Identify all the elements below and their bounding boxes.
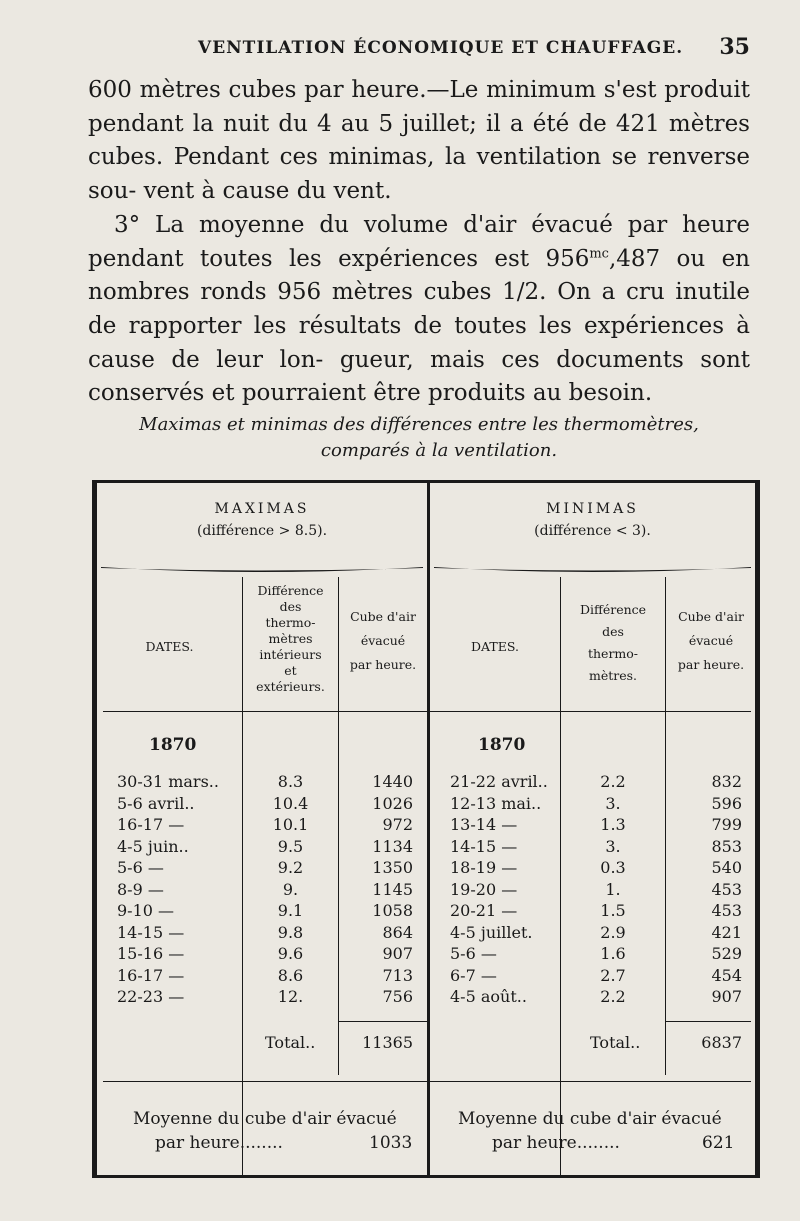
cell-cube: 799 (711, 815, 742, 834)
table-row (430, 943, 756, 964)
minimas-section (430, 483, 755, 1175)
cell-cube: 907 (382, 944, 413, 963)
cell-cube: 1058 (372, 901, 413, 920)
total-label: Total.. (265, 1033, 316, 1052)
total-rule (666, 1021, 751, 1022)
header-word: mètres. (588, 668, 638, 683)
cell-date: 4-5 juillet. (450, 922, 533, 942)
table-row (97, 965, 427, 986)
table-row (430, 857, 756, 878)
cell-cube: 907 (711, 987, 742, 1006)
header-word: extérieurs. (256, 679, 325, 694)
cell-cube: 972 (382, 815, 413, 834)
header-word: thermo- (265, 615, 316, 630)
table-row (97, 836, 427, 857)
table-row (430, 922, 756, 943)
cell-cube: 864 (382, 922, 413, 942)
cell-difference: 10.4 (272, 793, 309, 813)
unit-superscript: mc (589, 245, 609, 261)
cell-cube: 529 (711, 944, 742, 963)
cell-date: 18-19 — (450, 858, 518, 877)
running-title: VENTILATION ÉCONOMIQUE ET CHAUFFAGE. (198, 38, 684, 58)
header-word: intérieurs (259, 647, 322, 662)
average-label-line2: par heure........ (155, 1133, 283, 1153)
cell-date: 5-6 avril.. (117, 793, 195, 813)
cell-difference: 8.3 (277, 772, 304, 791)
cell-difference: 1.5 (600, 901, 626, 920)
cell-date: 13-14 — (450, 815, 518, 834)
cell-date: 16-17 — (117, 815, 185, 834)
total-value: 6837 (701, 1033, 742, 1052)
col-header-diff (243, 583, 338, 695)
cell-difference: 1. (605, 879, 621, 899)
cell-date: 30-31 mars.. (117, 772, 219, 791)
caption-line-2: comparés à la ventilation. (320, 440, 558, 461)
avg-rule (430, 1081, 751, 1082)
cell-cube: 1440 (372, 772, 413, 791)
header-word: par heure. (677, 657, 745, 672)
cell-difference: 9.2 (277, 858, 304, 877)
cell-date: 20-21 — (450, 901, 518, 920)
header-word: et (284, 663, 297, 678)
cell-date: 21-22 avril.. (450, 772, 548, 791)
maximas-title: MAXIMAS (214, 501, 310, 517)
col-header-diff (561, 599, 665, 687)
avg-rule (103, 1081, 427, 1082)
cell-cube: 1350 (372, 858, 413, 877)
cell-date: 4-5 août.. (450, 987, 527, 1006)
average-value: 621 (702, 1133, 735, 1153)
total-value: 11365 (362, 1033, 413, 1052)
table-row (97, 986, 427, 1007)
cell-difference: 1.3 (600, 815, 626, 834)
cell-cube: 1134 (372, 836, 413, 856)
cell-difference: 2.7 (600, 965, 626, 985)
cell-cube: 1145 (372, 879, 413, 899)
average-label-line1: Moyenne du cube d'air évacué (458, 1109, 722, 1129)
maximas-subtitle: (différence > 8.5). (196, 523, 328, 539)
text-line: 3° La moyenne du volume d'air évacué par heure pendant (88, 211, 750, 272)
page-number: 35 (719, 34, 750, 60)
maximas-section (97, 483, 427, 1175)
year-label: 1870 (149, 735, 197, 755)
cell-date: 5-6 — (117, 858, 164, 877)
header-word: évacué (688, 633, 734, 648)
cell-difference: 1.6 (600, 944, 626, 963)
ornamental-rule (101, 565, 423, 575)
cell-difference: 10.1 (272, 815, 309, 834)
col-header-dates: DATES. (471, 639, 519, 654)
page-header (88, 34, 750, 66)
table-row (97, 771, 427, 792)
cell-date: 4-5 juin.. (117, 836, 189, 856)
text-line: être produits au besoin. (373, 380, 653, 407)
body-text (88, 74, 750, 411)
text-line: 600 mètres cubes par heure.—Le minimum s'est produit (88, 77, 750, 103)
cell-date: 8-9 — (117, 879, 164, 899)
table-caption (88, 412, 750, 464)
cell-difference: 9. (282, 879, 299, 899)
cell-difference: 9.1 (277, 901, 304, 920)
cell-cube: 756 (382, 987, 413, 1006)
header-word: Différence (257, 583, 324, 598)
col-header-cube (666, 605, 756, 677)
total-rule (339, 1021, 427, 1022)
average-value: 1033 (369, 1133, 413, 1153)
header-word: thermo- (587, 646, 639, 661)
cell-cube: 596 (711, 793, 742, 813)
table-row (430, 771, 756, 792)
ornamental-rule (434, 565, 751, 575)
header-rule (430, 711, 751, 712)
average-label-line1: Moyenne du cube d'air évacué (133, 1109, 397, 1129)
cell-date: 15-16 — (117, 944, 185, 963)
table-row (430, 814, 756, 835)
header-word: Cube d'air (678, 609, 744, 624)
table-row (97, 814, 427, 835)
paragraph-1 (88, 74, 750, 209)
cell-date: 9-10 — (117, 901, 175, 920)
table-row (430, 879, 756, 900)
cell-difference: 3. (605, 836, 621, 856)
table-row (430, 836, 756, 857)
cell-date: 14-15 — (450, 836, 518, 856)
cell-difference: 9.6 (277, 944, 304, 963)
table-row (430, 793, 756, 814)
table-row (430, 900, 756, 921)
data-table (92, 480, 760, 1178)
cell-cube: 453 (711, 879, 742, 899)
cell-difference: 2.9 (600, 922, 626, 942)
table-row (97, 857, 427, 878)
text-line: pendant la nuit du 4 au 5 juillet; il a été de 421 mètres (88, 110, 750, 137)
cell-difference: 9.8 (277, 922, 304, 942)
text-line: ,487 ou en nombres ronds (88, 245, 750, 306)
total-label: Total.. (590, 1033, 641, 1052)
cell-cube: 540 (711, 858, 742, 877)
text-line: gueur, mais ces documents sont conservés et pourraient (88, 346, 751, 407)
header-word: des (602, 624, 624, 639)
table-row (97, 900, 427, 921)
cell-date: 16-17 — (117, 965, 185, 985)
cell-date: 19-20 — (450, 879, 518, 899)
year-label: 1870 (478, 735, 526, 755)
table-row (97, 793, 427, 814)
header-rule (103, 711, 427, 712)
text-line: toutes les expériences est 956 (200, 245, 590, 272)
cell-date: 6-7 — (450, 965, 497, 985)
caption-line-1: Maximas et minimas des différences entre les thermomètres, (139, 414, 699, 435)
header-word: Cube d'air (350, 609, 416, 624)
table-row (97, 879, 427, 900)
table-row (97, 922, 427, 943)
text-line: vent à cause du vent. (143, 178, 392, 205)
header-word: mètres (268, 631, 313, 646)
cell-cube: 1026 (372, 793, 413, 813)
cell-date: 14-15 — (117, 922, 185, 942)
cell-difference: 2.2 (600, 987, 626, 1006)
cell-cube: 713 (382, 965, 413, 985)
text-line: 956 mètres cubes 1/2. On a cru inutile de rapporter les (88, 279, 750, 339)
cell-difference: 3. (605, 793, 621, 813)
cell-date: 12-13 mai.. (450, 793, 542, 813)
cell-difference: 12. (277, 987, 304, 1006)
cell-date: 22-23 — (117, 987, 185, 1006)
cell-difference: 2.2 (600, 772, 626, 791)
text-line: résultats de toutes les expériences à cause de leur lon- (88, 312, 751, 373)
cell-date: 5-6 — (450, 944, 497, 963)
cell-cube: 853 (711, 836, 742, 856)
minimas-title: MINIMAS (546, 501, 639, 517)
average-label-line2: par heure........ (492, 1133, 620, 1153)
cell-difference: 9.5 (277, 836, 304, 856)
cell-cube: 832 (711, 772, 742, 791)
table-row (430, 986, 756, 1007)
header-word: par heure. (349, 657, 417, 672)
table-row (97, 943, 427, 964)
cell-cube: 453 (711, 901, 742, 920)
header-word: des (279, 599, 302, 614)
text-line: cubes. Pendant ces minimas, la ventilation se renverse sou- (88, 144, 750, 205)
paragraph-2 (88, 209, 750, 411)
cell-cube: 454 (711, 965, 742, 985)
cell-difference: 0.3 (600, 858, 626, 877)
col-header-cube (339, 605, 427, 677)
minimas-subtitle: (différence < 3). (534, 523, 651, 539)
cell-cube: 421 (711, 922, 742, 942)
header-word: Différence (579, 602, 647, 617)
col-header-dates: DATES. (145, 639, 194, 654)
cell-difference: 8.6 (277, 965, 304, 985)
table-row (430, 965, 756, 986)
header-word: évacué (360, 633, 406, 648)
